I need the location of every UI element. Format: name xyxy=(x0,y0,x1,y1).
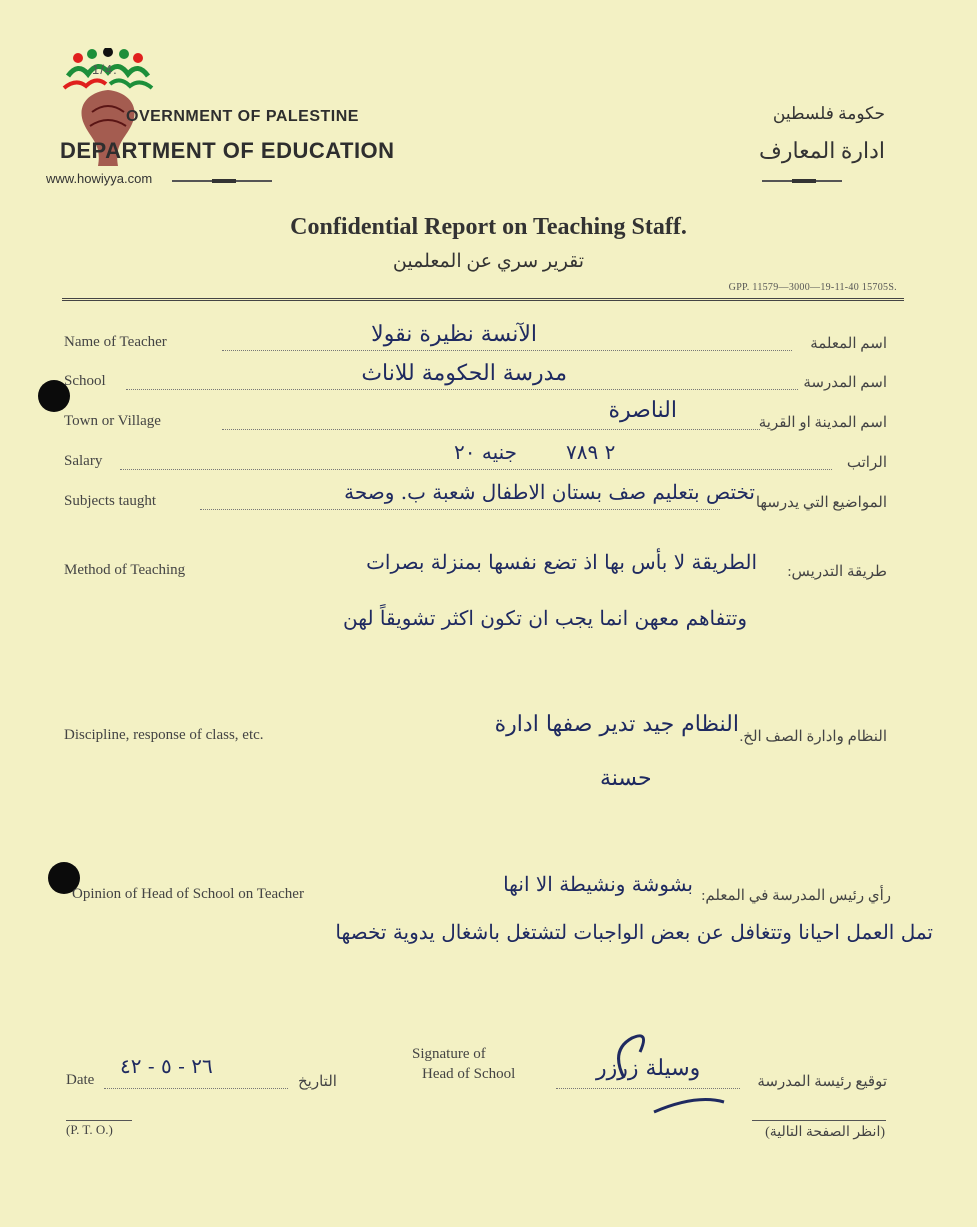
government-title-en: OVERNMENT OF PALESTINE xyxy=(126,108,359,125)
opinion-label-ar: رأي رئيس المدرسة في المعلم: xyxy=(701,888,891,904)
method-label-en: Method of Teaching xyxy=(64,562,186,578)
method-label-ar: طريقة التدريس: xyxy=(787,564,887,580)
salary-label-en: Salary xyxy=(64,453,103,469)
subjects-label-ar: المواضيع التي يدرسها xyxy=(755,495,887,511)
department-title-en: DEPARTMENT OF EDUCATION xyxy=(60,138,395,163)
town-label-ar: اسم المدينة او القرية xyxy=(758,415,887,431)
opinion-text-line1: بشوشة ونشيطة الا انها xyxy=(503,872,693,896)
department-title-ar: ادارة المعارف xyxy=(759,138,885,163)
subjects-label-en: Subjects taught xyxy=(64,493,157,509)
date-value: ٢٦ - ٥ - ٤٢ xyxy=(120,1054,213,1078)
pto-en: (P. T. O.) xyxy=(66,1122,113,1137)
date-line xyxy=(104,1088,288,1089)
printing-reference: GPP. 11579—3000—19-11-40 15705S. xyxy=(728,282,897,293)
salary-label-ar: الراتب xyxy=(846,455,887,471)
teacher-name-line xyxy=(222,350,792,351)
opinion-label-en: Opinion of Head of School on Teacher xyxy=(72,886,304,902)
discipline-label-en: Discipline, response of class, etc. xyxy=(64,727,264,743)
report-title-en: Confidential Report on Teaching Staff. xyxy=(290,214,687,240)
subjects-line xyxy=(200,509,720,510)
pto-ar: (انظر الصفحة التالية) xyxy=(765,1125,885,1140)
town-line xyxy=(222,429,760,430)
pto-rule-left xyxy=(66,1120,132,1121)
signature-label-ar: توقيع رئيسة المدرسة xyxy=(757,1074,887,1090)
discipline-text-line1: النظام جيد تدير صفها ادارة xyxy=(494,712,739,737)
date-label-ar: التاريخ xyxy=(298,1074,337,1090)
school-label-en: School xyxy=(64,373,106,389)
discipline-text-line2: حسنة xyxy=(600,766,652,791)
signature-label-en-line1: Signature of xyxy=(412,1046,486,1062)
method-text-line1: الطريقة لا بأس بها اذ تضع نفسها بمنزلة بصرات xyxy=(366,550,757,574)
header-divider-right xyxy=(762,180,842,182)
method-text-line2: وتتفاهم معهن انما يجب ان تكون اكثر تشويقاً لهن xyxy=(343,606,747,630)
discipline-label-ar: النظام وادارة الصف الخ. xyxy=(739,729,887,745)
header-divider-left xyxy=(172,180,272,182)
pto-rule-right xyxy=(752,1120,886,1121)
school-line xyxy=(126,389,798,390)
opinion-text-line2: تمل العمل احيانا وتتغافل عن بعض الواجبات لتشتغل باشغال يدوية تخصها xyxy=(335,920,933,944)
report-title-ar: تقرير سري عن المعلمين xyxy=(392,251,585,272)
salary-value-code: ٢ ٧٨٩ xyxy=(566,440,616,464)
town-value: الناصرة xyxy=(608,398,677,423)
form-reference: 1/4. xyxy=(92,62,118,77)
signature-flourish xyxy=(600,1016,750,1126)
town-label-en: Town or Village xyxy=(64,413,161,429)
teacher-name-label-ar: اسم المعلمة xyxy=(810,336,887,352)
signature-label-en-line2: Head of School xyxy=(422,1066,516,1082)
watermark-website: www.howiyya.com xyxy=(46,171,153,186)
title-rule xyxy=(62,298,904,301)
date-label-en: Date xyxy=(66,1072,95,1088)
school-label-ar: اسم المدرسة xyxy=(803,375,887,391)
school-value: مدرسة الحكومة للاناث xyxy=(361,361,567,386)
government-title-ar: حكومة فلسطين xyxy=(772,104,885,123)
teacher-name-value: الآنسة نظيرة نقولا xyxy=(371,322,537,347)
signature-value: وسيلة زرزر xyxy=(596,1056,701,1081)
subjects-value: تختص بتعليم صف بستان الاطفال شعبة ب. وصحة xyxy=(344,480,755,504)
teacher-name-label-en: Name of Teacher xyxy=(64,334,167,350)
salary-value-pounds: جنيه ٢٠ xyxy=(454,440,517,464)
salary-line xyxy=(120,469,832,470)
